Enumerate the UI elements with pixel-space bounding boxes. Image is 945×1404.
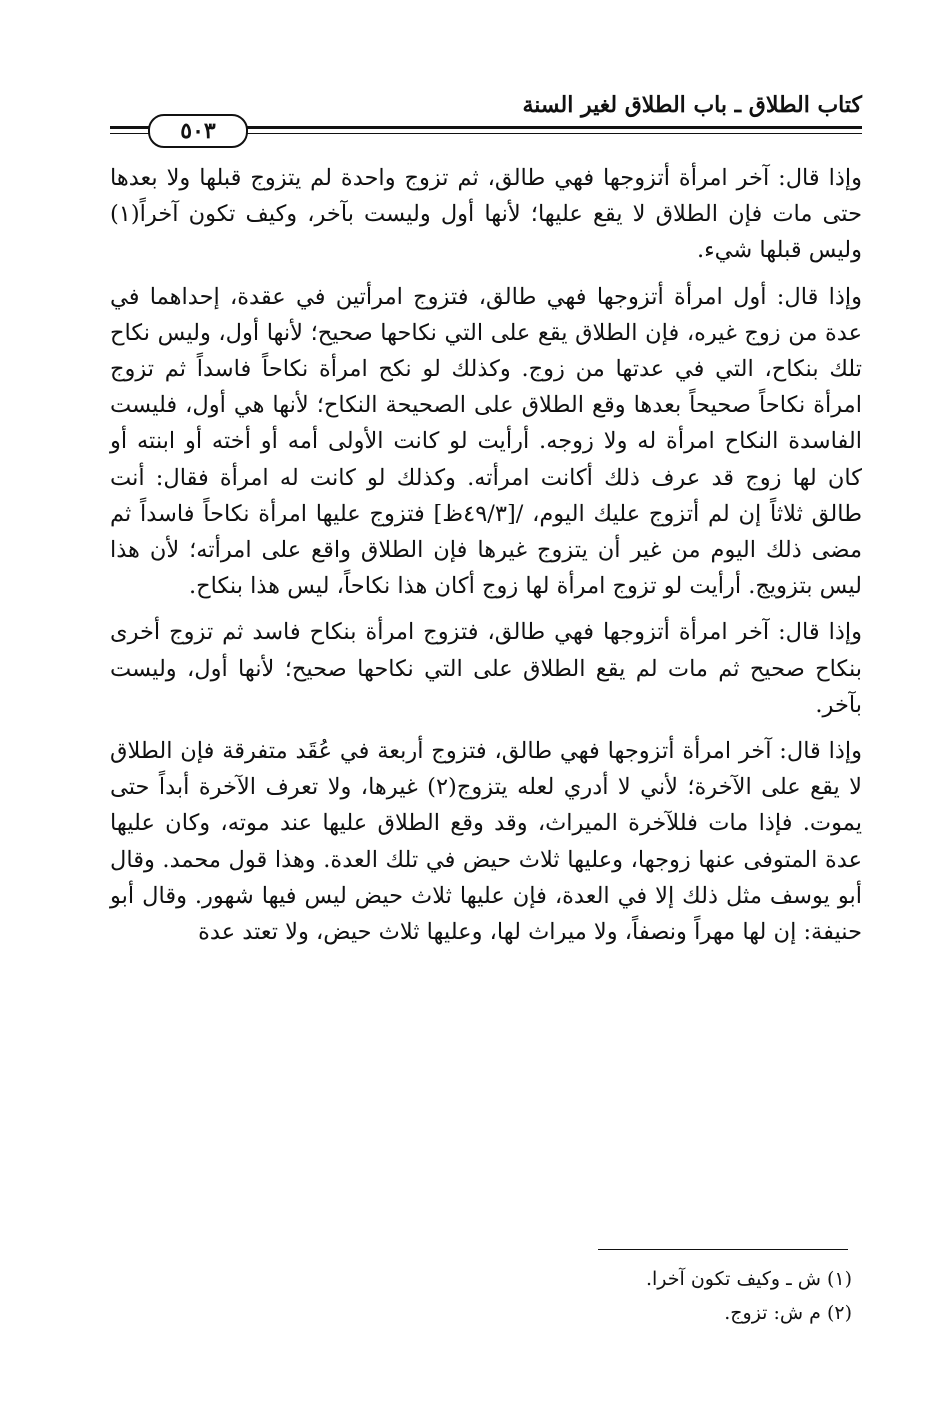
paragraph-1: وإذا قال: آخر امرأة أتزوجها فهي طالق، ثم تزوج واحدة لم يتزوج قبلها ولا بعدها حتى مات فإن الطلاق لا يقع عليها؛ لأنها أول وليست بآخر، وكيف تكون آخراً(١) وليس قبلها شيء.	[110, 165, 862, 264]
paragraph-3: وإذا قال: آخر امرأة أتزوجها فهي طالق، فتزوج امرأة بنكاح فاسد ثم تزوج أخرى بنكاح صحيح ثم مات لم يقع الطلاق على التي نكاحها صحيح؛ لأنها أول، وليست بآخر.	[110, 619, 862, 718]
running-header	[110, 92, 862, 146]
footnote-2: (٢) م ش: تزوج.	[724, 1302, 852, 1324]
footnote-separator	[598, 1249, 848, 1250]
chapter-title: كتاب الطلاق ـ باب الطلاق لغير السنة	[522, 92, 862, 118]
paragraph-2: وإذا قال: أول امرأة أتزوجها فهي طالق، فتزوج امرأتين في عقدة، إحداهما في عدة من زوج غيره، فإن الطلاق يقع على التي نكاحها صحيح؛ لأنها أول، وليس نكاح تلك بنكاح، التي في عدتها من زوج. وكذلك لو نكح امرأة نكاحاً فاسداً ثم تزوج امرأة نكاحاً صحيحاً بعدها وقع الطلاق على الصحيحة النكاح؛ لأنها هي أول، فليست الفاسدة النكاح امرأة له ولا زوجه. أرأيت لو كانت الأولى أمه أو أخته أو ابنته أو كان لها زوج قد عرف ذلك أكانت امرأته. وكذلك لو كانت له امرأة فقال: أنت طالق ثلاثاً إن لم أتزوج عليك اليوم، /[٤٩/٣ظ] فتزوج عليها امرأة نكاحاً فاسداً ثم مضى ذلك اليوم من غير أن يتزوج غيرها فإن الطلاق واقع على امرأته؛ لأن هذا ليس بتزويج. أرأيت لو تزوج امرأة لها زوج أكان هذا نكاحاً، ليس هذا بنكاح.	[110, 283, 862, 600]
footnote-1: (١) ش ـ وكيف تكون آخرا.	[645, 1268, 852, 1290]
footnotes	[110, 1262, 852, 1330]
paragraph-4: وإذا قال: آخر امرأة أتزوجها فهي طالق، فتزوج أربعة في عُقَد متفرقة فإن الطلاق لا يقع على الآخرة؛ لأني لا أدري لعله يتزوج(٢) غيرها، ولا تعرف الآخرة أبداً حتى يموت. فإذا مات فللآخرة الميراث، وقد وقع الطلاق عليها عند موته، وكان عليها عدة المتوفى عنها زوجها، وعليها ثلاث حيض في تلك العدة. وهذا قول محمد. وقال أبو يوسف مثل ذلك إلا في العدة، فإن عليها ثلاث حيض ليس فيها شهور. وقال أبو حنيفة: إن لها مهراً ونصفاً، ولا ميراث لها، وعليها ثلاث حيض، ولا تعتد عدة	[110, 738, 862, 946]
main-text	[110, 160, 862, 960]
page-number: ٥٠٣	[148, 114, 248, 148]
